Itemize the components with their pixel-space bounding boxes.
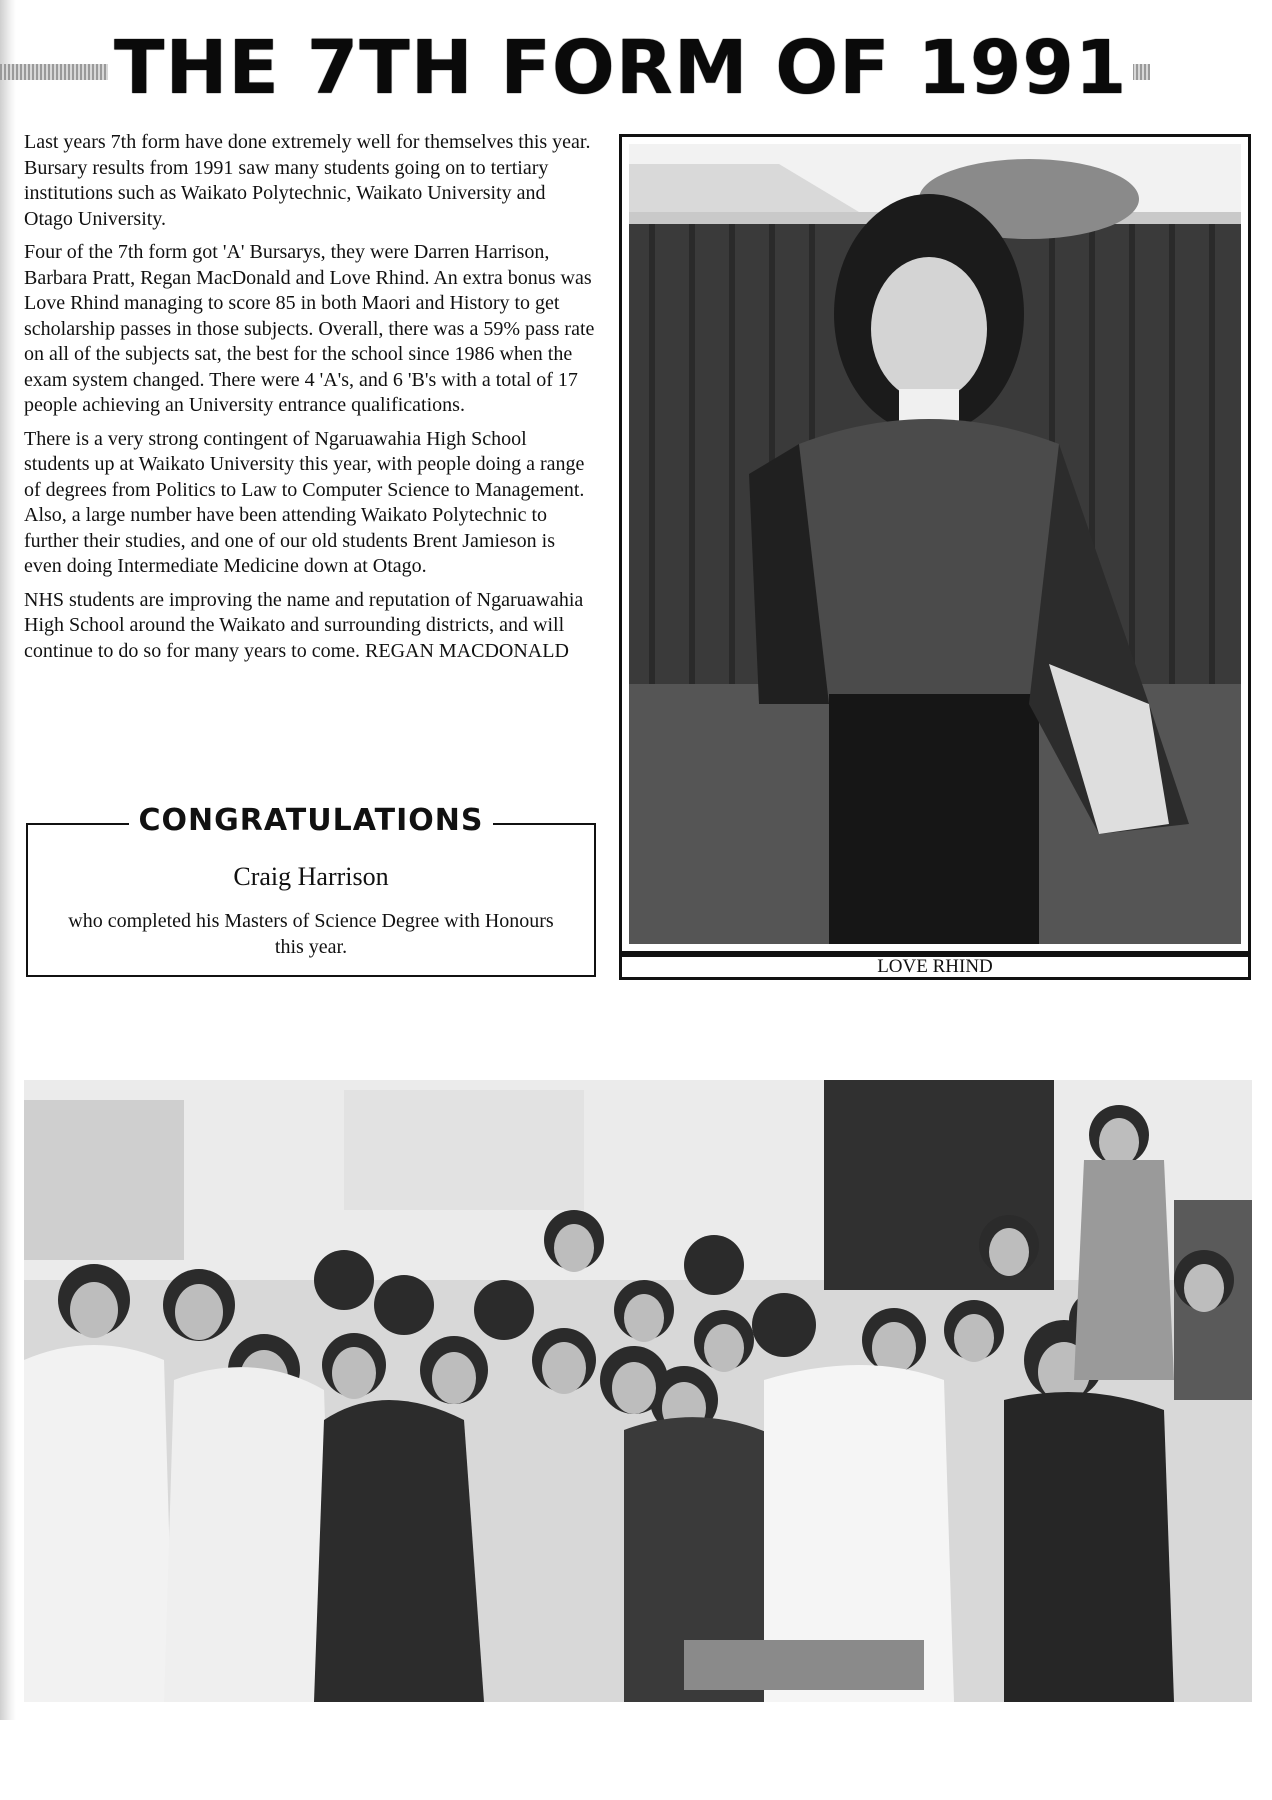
group-photo [24,1080,1252,1702]
article-paragraph-4: NHS students are improving the name and reputation of Ngaruawahia High School around the Waikato and surrounding districts, and will continue to do so for many years to come. REGAN MACDONALD [24,588,584,662]
page-edge-shadow [0,0,16,1720]
congratulations-description: who completed his Masters of Science Degree with Honours this year. [68,910,554,958]
article-paragraph-1: Last years 7th form have done extremely well for themselves this year. Bursary results from 1991 saw many students going on to tertiary institutions such as Waikato Polytechnic, Waikato University and Otago University. [24,131,591,230]
congratulations-box [26,803,596,977]
article-paragraph-3: There is a very strong contingent of Ngaruawahia High School students up at Waikato University this year, with people doing a range of degrees from Politics to Law to Computer Science to Management. Also, a large number have been attending Waikato Polytechnic to further their studies, and one of our old students Brent Jamieson is even doing Intermediate Medicine down at Otago. [24,427,585,577]
congratulations-heading-wrap [28,803,594,838]
page-title [108,26,1158,110]
article [24,130,596,672]
portrait-photo [629,144,1241,944]
portrait-photo-frame [619,134,1251,954]
congratulations-name: Craig Harrison [233,862,389,891]
group-photo-image [24,1080,1252,1702]
portrait-photo-caption: LOVE RHIND [619,954,1251,980]
article-paragraph-2: Four of the 7th form got 'A' Bursarys, they were Darren Harrison, Barbara Pratt, Regan MacDonald and Love Rhind. An extra bonus was Love Rhind managing to score 85 in both Maori and History to get scholarship passes in those subjects. Overall, there was a 59% pass rate on all of the subjects sat, the best for the school since 1986 when the exam system changed. There were 4 'A's, and 6 'B's with a total of 17 people achieving an University entrance qualifications. [24,241,595,416]
congratulations-heading: CONGRATULATIONS [129,803,494,838]
page-title-text: THE 7TH FORM OF 1991 [108,25,1133,111]
